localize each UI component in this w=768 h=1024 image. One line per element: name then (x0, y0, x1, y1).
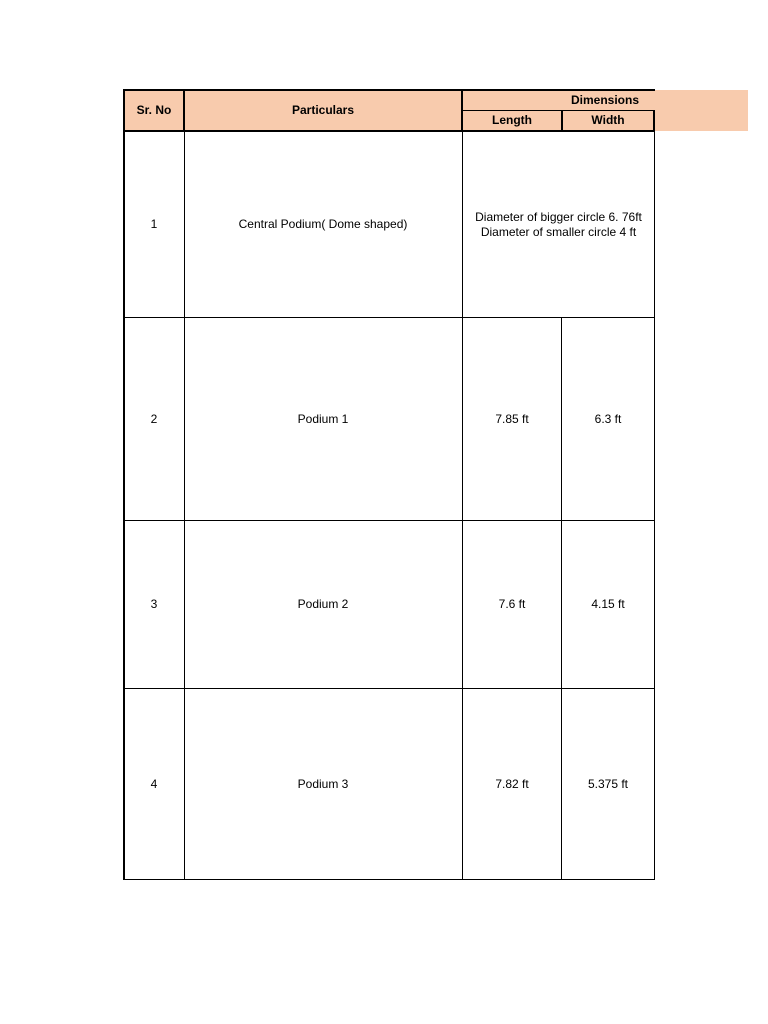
row-2-particulars: Podium 1 (297, 411, 349, 426)
row-1-sr-no: 1 (150, 217, 158, 231)
row-3-width: 4.15 ft (591, 597, 625, 611)
row-2-length: 7.85 ft (495, 411, 529, 426)
border-table-right (654, 131, 655, 880)
header-sr-no: Sr. No (136, 103, 172, 117)
border-col-width-right-header (653, 110, 655, 131)
border-table-bottom (123, 879, 655, 880)
row-4-particulars: Podium 3 (297, 776, 349, 791)
header-dimensions: Dimensions (570, 93, 639, 107)
row-2-width: 6.3 ft (594, 411, 622, 426)
row-3-sr-no: 3 (150, 597, 158, 611)
row-1-dimension-line-2: Diameter of smaller circle 4 ft (480, 224, 637, 239)
row-1-dimensions (463, 132, 654, 317)
row-3-length: 7.6 ft (498, 597, 526, 611)
header-width: Width (591, 113, 625, 127)
row-4-width: 5.375 ft (587, 776, 629, 791)
row-3-particulars: Podium 2 (297, 597, 349, 611)
row-2-sr-no: 2 (150, 411, 158, 426)
row-1-dimension-line-1: Diameter of bigger circle 6. 76ft (475, 209, 642, 224)
row-4-sr-no: 4 (150, 776, 158, 791)
header-particulars: Particulars (291, 103, 355, 117)
header-length: Length (492, 113, 532, 127)
row-4-length: 7.82 ft (495, 776, 529, 791)
row-1-particulars: Central Podium( Dome shaped) (238, 217, 408, 231)
